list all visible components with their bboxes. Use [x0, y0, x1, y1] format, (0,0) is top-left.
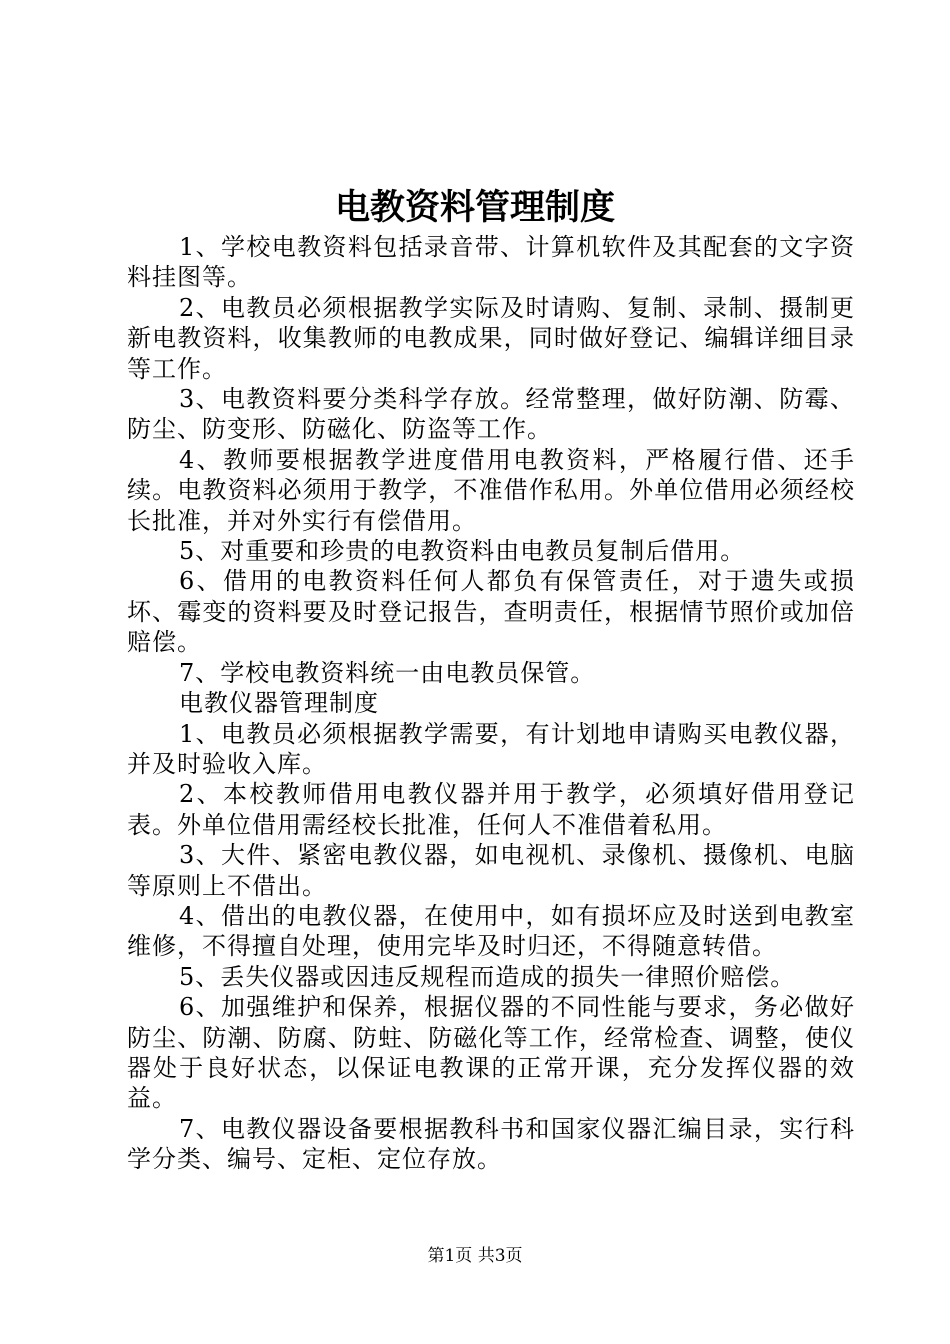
paragraph: 2、本校教师借用电教仪器并用于教学，必须填好借用登记表。外单位借用需经校长批准，任何人不准借着私用。 — [127, 780, 855, 839]
paragraph: 1、学校电教资料包括录音带、计算机软件及其配套的文字资料挂图等。 — [127, 233, 855, 292]
paragraph: 4、教师要根据教学进度借用电教资料，严格履行借、还手续。电教资料必须用于教学，不准借作私用。外单位借用必须经校长批准，并对外实行有偿借用。 — [127, 445, 855, 535]
paragraph: 6、加强维护和保养，根据仪器的不同性能与要求，务必做好防尘、防潮、防腐、防蛀、防磁化等工作，经常检查、调整，使仪器处于良好状态，以保证电教课的正常开课，充分发挥仪器的效益。 — [127, 993, 855, 1113]
paragraph: 4、借出的电教仪器，在使用中，如有损坏应及时送到电教室维修，不得擅自处理，使用完毕及时归还，不得随意转借。 — [127, 901, 855, 961]
paragraph: 5、丢失仪器或因违反规程而造成的损失一律照价赔偿。 — [179, 962, 796, 991]
document-body — [127, 232, 855, 1175]
paragraph: 3、大件、紧密电教仪器，如电视机、录像机、摄像机、电脑等原则上不借出。 — [127, 841, 855, 900]
document-title: 电教资料管理制度 — [334, 187, 615, 228]
paragraph: 7、电教仪器设备要根据教科书和国家仪器汇编目录，实行科学分类、编号、定柜、定位存放。 — [127, 1114, 855, 1174]
section-heading: 电教仪器管理制度 — [179, 689, 379, 718]
paragraph: 3、电教资料要分类科学存放。经常整理，做好防潮、防霉、防尘、防变形、防磁化、防盗等工作。 — [127, 385, 855, 444]
paragraph: 5、对重要和珍贵的电教资料由电教员复制后借用。 — [179, 537, 746, 566]
paragraph: 7、学校电教资料统一由电教员保管。 — [179, 658, 596, 687]
paragraph: 6、借用的电教资料任何人都负有保管责任，对于遗失或损坏、霉变的资料要及时登记报告，查明责任，根据情节照价或加倍赔偿。 — [127, 567, 855, 657]
paragraph: 1、电教员必须根据教学需要，有计划地申请购买电教仪器，并及时验收入库。 — [127, 719, 855, 778]
paragraph: 2、电教员必须根据教学实际及时请购、复制、录制、摄制更新电教资料，收集教师的电教成果，同时做好登记、编辑详细目录等工作。 — [127, 293, 855, 383]
page-number-footer: 第1页 共3页 — [427, 1246, 523, 1266]
